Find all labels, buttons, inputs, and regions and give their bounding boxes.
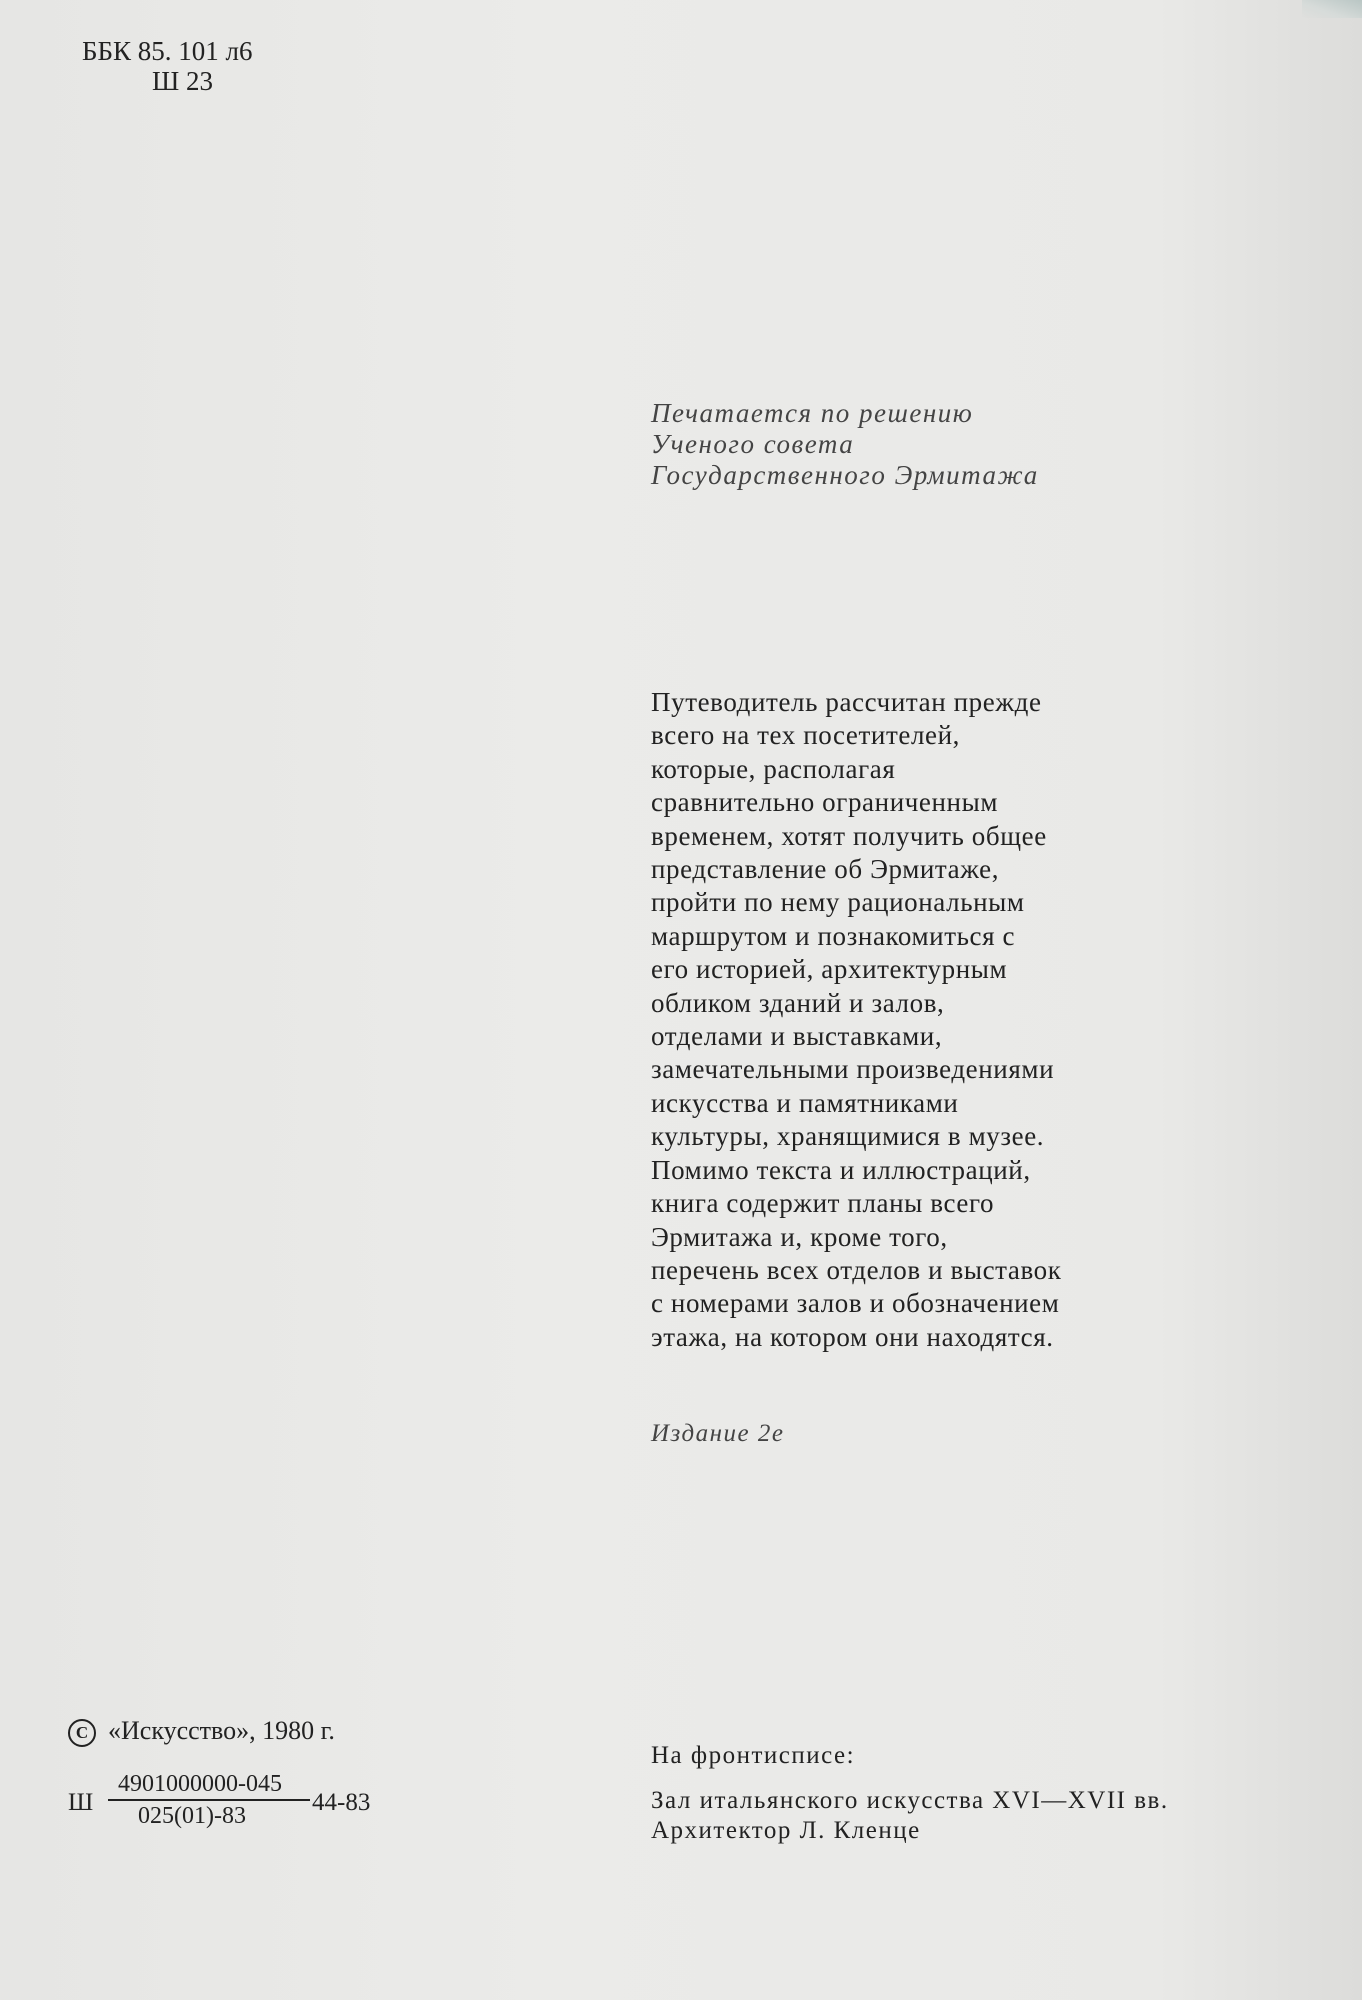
frontispiece-heading: На фронтисписе:: [651, 1742, 856, 1769]
catalog-denominator: 025(01)-83: [138, 1803, 246, 1829]
copyright-icon: C: [68, 1719, 96, 1747]
annotation-line: Путеводитель рассчитан прежде: [651, 687, 1042, 717]
annotation-line: с номерами залов и обозначением: [651, 1288, 1060, 1319]
annotation-line: временем, хотят получить общее: [651, 820, 1047, 851]
annotation-line: перечень всех отделов и выставок: [651, 1254, 1062, 1285]
imprint-line: Ученого совета: [651, 429, 855, 459]
annotation-line: представление об Эрмитаже,: [651, 854, 1000, 885]
frontispiece-body: [651, 1786, 1169, 1846]
frontispiece-line: Зал итальянского искусства XVI—XVII вв.: [651, 1787, 1169, 1814]
annotation-line: пройти по нему рациональным: [651, 887, 1025, 918]
library-classification: [82, 36, 253, 96]
author-mark: Ш 23: [152, 66, 213, 96]
frontispiece-caption: [651, 1742, 1169, 1846]
imprint-line: Печатается по решению: [651, 398, 974, 428]
annotation-line: этажа, на котором они находятся.: [651, 1321, 1054, 1352]
annotation-line: отделами и выставками,: [651, 1021, 943, 1052]
catalog-prefix: Ш: [68, 1789, 94, 1816]
publication-approval: [651, 398, 1039, 491]
catalog-numerator: 4901000000-045: [108, 1771, 310, 1801]
annotation-line: книга содержит планы всего: [651, 1188, 995, 1219]
annotation-line: Эрмитажа и, кроме того,: [651, 1221, 948, 1252]
frontispiece-line: Архитектор Л. Кленце: [651, 1817, 921, 1844]
bbk-code: ББК 85. 101 л6: [82, 36, 253, 66]
annotation-line: маршрутом и познакомиться с: [651, 920, 1016, 951]
annotation-line: сравнительно ограниченным: [651, 787, 999, 818]
annotation-line: культуры, хранящимися в музее.: [651, 1121, 1045, 1152]
copyright-text: «Искусство», 1980 г.: [108, 1716, 335, 1745]
annotation-line: замечательными произведениями: [651, 1054, 1055, 1085]
annotation-line: всего на тех посетителей,: [651, 720, 961, 751]
annotation-line: обликом зданий и залов,: [651, 987, 945, 1018]
catalog-suffix: 44-83: [312, 1789, 371, 1816]
copyright-line: [68, 1716, 335, 1747]
edition-note: Издание 2е: [651, 1420, 785, 1447]
annotation-line: искусства и памятниками: [651, 1087, 959, 1118]
annotation-paragraph: [651, 686, 1211, 1354]
page-corner-shadow: [1302, 0, 1362, 18]
annotation-line: его историей, архитектурным: [651, 954, 1008, 985]
catalog-index: [68, 1771, 388, 1835]
annotation-line: которые, располагая: [651, 753, 896, 784]
annotation-line: Помимо текста и иллюстраций,: [651, 1154, 1031, 1185]
imprint-line: Государственного Эрмитажа: [651, 460, 1039, 490]
